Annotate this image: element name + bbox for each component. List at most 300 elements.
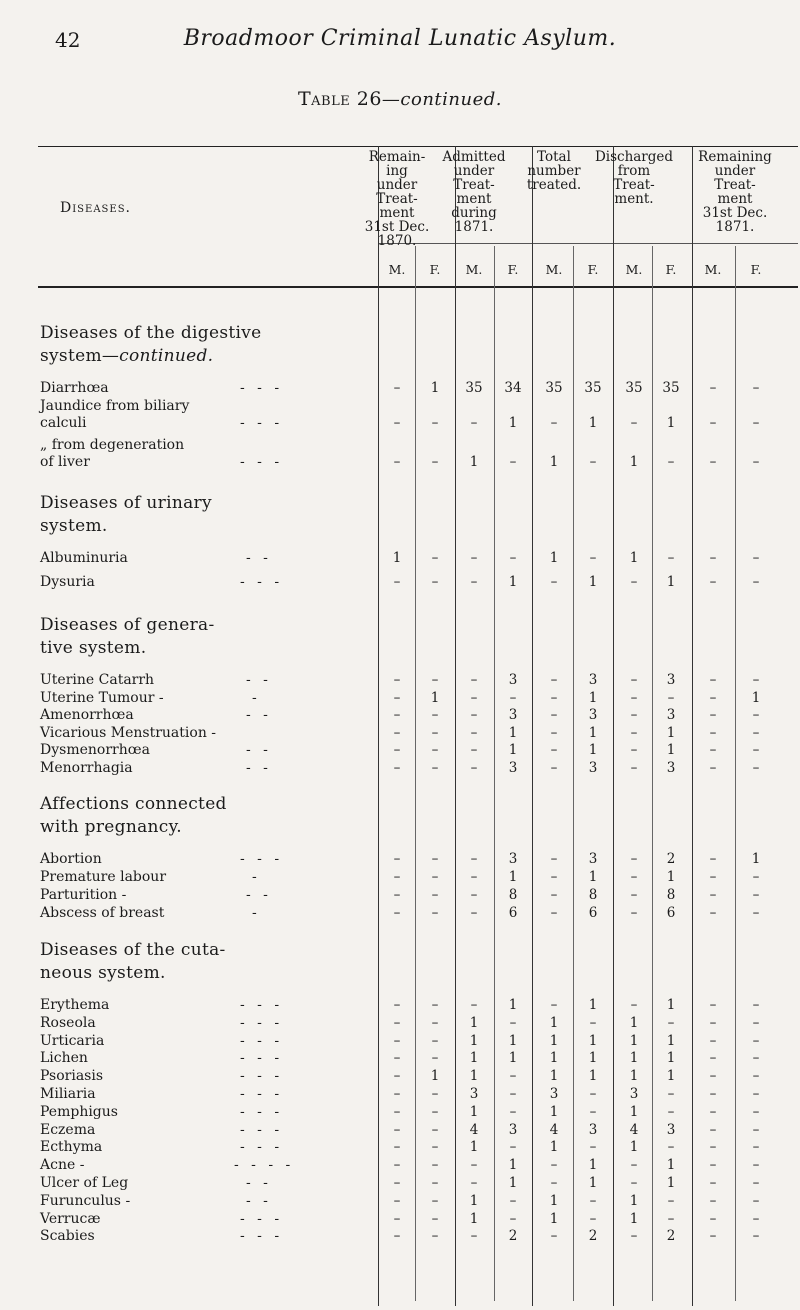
table-cell: –: [709, 415, 717, 431]
table-cell: –: [709, 869, 717, 885]
table-cell: 1: [508, 997, 518, 1013]
column-group-header: [432, 150, 516, 234]
table-cell: 2: [666, 1228, 676, 1245]
disease-name: [40, 725, 216, 742]
column-header-line: ment.: [614, 191, 654, 207]
table-cell: –: [431, 1014, 439, 1031]
disease-name: [40, 887, 126, 904]
table-cell: –: [752, 1157, 760, 1174]
table-cell: 1: [588, 689, 598, 706]
table-cell: –: [393, 887, 401, 903]
table-cell: –: [589, 1086, 597, 1102]
disease-name-line: Menorrhagia: [40, 759, 133, 776]
table-cell: 1: [469, 1103, 479, 1120]
table-cell: –: [709, 707, 717, 723]
table-cell: –: [752, 1210, 760, 1227]
table-cell: –: [550, 689, 558, 706]
table-cell: –: [470, 1157, 478, 1174]
table-cell: –: [431, 1192, 439, 1209]
table-cell: 1: [508, 742, 518, 758]
table-cell: 1: [549, 1032, 559, 1049]
leader-dots: - - -: [240, 1121, 284, 1138]
table-cell: 1: [588, 997, 598, 1013]
table-cell: –: [630, 574, 638, 590]
leader-dots: - -: [246, 672, 272, 688]
disease-name: [40, 1175, 128, 1192]
column-line: [494, 246, 495, 1301]
table-cell: –: [393, 742, 401, 758]
table-cell: –: [393, 759, 401, 776]
table-cell: –: [431, 1121, 439, 1138]
table-cell: 2: [588, 1228, 598, 1245]
section-heading-text: Diseases of the digestive: [40, 323, 262, 343]
column-group-header: [693, 150, 777, 234]
table-cell: –: [393, 724, 401, 741]
leader-dots: - - -: [240, 1210, 284, 1227]
table-cell: –: [393, 905, 401, 921]
disease-name: [40, 1033, 104, 1050]
disease-name-line: Verrucæ: [40, 1210, 101, 1227]
table-cell: –: [509, 1103, 517, 1120]
table-title: [0, 88, 800, 110]
disease-name-line: Furunculus -: [40, 1192, 131, 1209]
table-cell: –: [509, 689, 517, 706]
table-cell: –: [470, 415, 478, 431]
disease-name-line: Scabies: [40, 1228, 95, 1245]
table-cell: 1: [549, 550, 559, 566]
leader-dots: -: [252, 689, 261, 706]
table-cell: –: [393, 1157, 401, 1174]
table-cell: 8: [588, 887, 598, 903]
header-divider-rule: [38, 286, 798, 288]
table-cell: –: [630, 851, 638, 867]
table-cell: 1: [588, 1157, 598, 1174]
table-cell: –: [709, 1103, 717, 1120]
table-cell: –: [630, 1228, 638, 1245]
table-cell: –: [630, 905, 638, 921]
table-cell: –: [752, 1175, 760, 1191]
table-cell: –: [589, 1103, 597, 1120]
table-cell: 1: [549, 1068, 559, 1085]
table-cell: 1: [508, 574, 518, 590]
table-cell: 1: [469, 454, 479, 470]
table-cell: –: [470, 574, 478, 590]
table-cell: –: [667, 1014, 675, 1031]
table-cell: 1: [508, 724, 518, 741]
table-cell: –: [431, 997, 439, 1013]
table-cell: 4: [469, 1121, 479, 1138]
table-cell: 35: [545, 380, 563, 396]
table-cell: 1: [629, 1050, 639, 1067]
disease-name-line: Parturition -: [40, 887, 127, 903]
disease-name: [40, 997, 109, 1014]
table-title-suffix: —continued.: [381, 89, 503, 110]
table-cell: –: [630, 869, 638, 885]
table-cell: 1: [666, 1032, 676, 1049]
disease-name: [40, 707, 134, 724]
table-cell: 6: [588, 905, 598, 921]
leader-dots: - - -: [240, 454, 284, 470]
column-line: [735, 246, 736, 1301]
table-cell: 1: [549, 1050, 559, 1067]
column-group-header: [512, 150, 596, 192]
table-cell: –: [470, 851, 478, 867]
running-title: Broadmoor Criminal Lunatic Asylum.: [183, 26, 617, 51]
table-cell: –: [630, 887, 638, 903]
table-cell: 3: [508, 672, 518, 688]
table-title-label: Table 26: [297, 88, 382, 110]
section-heading-text: Diseases of the cuta-: [40, 940, 226, 960]
table-cell: –: [589, 1192, 597, 1209]
table-cell: –: [752, 672, 760, 688]
leader-dots: - -: [246, 742, 272, 758]
table-cell: –: [550, 724, 558, 741]
disease-name-line: „ from degeneration: [40, 437, 185, 453]
table-cell: 1: [549, 1103, 559, 1120]
table-cell: –: [667, 1139, 675, 1156]
table-cell: 2: [666, 851, 676, 867]
table-cell: 1: [469, 1032, 479, 1049]
table-cell: –: [470, 905, 478, 921]
section-heading-text: neous system.: [40, 963, 166, 983]
column-header-line: during: [451, 205, 497, 221]
column-header-line: 1871.: [454, 219, 494, 235]
table-cell: 3: [508, 851, 518, 867]
disease-name: [40, 574, 95, 591]
disease-name-line: Abortion: [40, 851, 102, 867]
table-cell: 1: [666, 1157, 676, 1174]
diseases-header: Diseases.: [60, 200, 131, 216]
table-cell: 1: [588, 1032, 598, 1049]
table-cell: –: [431, 672, 439, 688]
disease-name-line: Abscess of breast: [40, 905, 165, 921]
column-line: [532, 146, 533, 1306]
male-subheader: M.: [545, 262, 563, 277]
table-cell: 3: [508, 1121, 518, 1138]
table-cell: 1: [588, 574, 598, 590]
table-cell: 3: [588, 851, 598, 867]
disease-name: [40, 851, 102, 868]
table-cell: 4: [549, 1121, 559, 1138]
disease-name-line: Albuminuria: [40, 550, 128, 566]
table-cell: 3: [588, 672, 598, 688]
table-cell: 1: [629, 550, 639, 566]
table-cell: –: [709, 742, 717, 758]
disease-name-line: Miliaria: [40, 1086, 96, 1102]
table-cell: 1: [666, 742, 676, 758]
table-cell: –: [752, 905, 760, 921]
table-cell: –: [667, 689, 675, 706]
table-cell: –: [550, 759, 558, 776]
table-cell: –: [393, 1050, 401, 1067]
leader-dots: - - -: [240, 997, 284, 1013]
table-cell: –: [431, 1157, 439, 1174]
female-subheader: F.: [507, 262, 519, 277]
table-cell: 1: [469, 1068, 479, 1085]
disease-name-line: Dysmenorrhœa: [40, 742, 150, 758]
table-cell: –: [550, 1228, 558, 1245]
table-cell: –: [509, 550, 517, 566]
leader-dots: - - -: [240, 1086, 284, 1102]
column-header-line: ment: [379, 205, 415, 221]
column-header-line: Treat-: [376, 191, 418, 207]
female-subheader: F.: [750, 262, 762, 277]
table-cell: –: [431, 759, 439, 776]
female-subheader: F.: [665, 262, 677, 277]
disease-name: [40, 1157, 84, 1174]
table-cell: –: [752, 869, 760, 885]
table-cell: 3: [508, 707, 518, 723]
section-heading-line: [40, 614, 215, 637]
table-cell: –: [709, 1228, 717, 1245]
table-cell: –: [709, 1068, 717, 1085]
table-cell: –: [752, 415, 760, 431]
disease-name: [40, 760, 133, 777]
table-cell: 35: [465, 380, 483, 396]
table-cell: –: [709, 1192, 717, 1209]
leader-dots: - - -: [240, 1103, 284, 1120]
table-cell: –: [752, 1050, 760, 1067]
section-heading-line: [40, 492, 212, 515]
table-cell: –: [630, 689, 638, 706]
table-cell: 1: [629, 1192, 639, 1209]
table-cell: –: [709, 997, 717, 1013]
table-cell: 1: [469, 1139, 479, 1156]
table-cell: –: [393, 1175, 401, 1191]
disease-name-line: Jaundice from biliary: [40, 398, 190, 414]
table-cell: –: [667, 1086, 675, 1102]
table-cell: –: [393, 1228, 401, 1245]
leader-dots: - - -: [240, 851, 284, 867]
section-heading-text: with pregnancy.: [40, 817, 182, 837]
leader-dots: - - -: [240, 415, 284, 431]
table-cell: 1: [666, 415, 676, 431]
table-cell: 1: [751, 851, 761, 867]
table-cell: –: [709, 380, 717, 396]
disease-name-line: Uterine Catarrh: [40, 672, 155, 688]
table-cell: 1: [508, 1157, 518, 1174]
disease-name-line: Vicarious Menstruation -: [40, 724, 217, 741]
table-cell: 1: [629, 1014, 639, 1031]
leader-dots: -: [252, 905, 261, 921]
table-cell: 1: [508, 1032, 518, 1049]
column-header-line: Treat-: [613, 177, 655, 193]
disease-name: [40, 1050, 88, 1067]
table-cell: 35: [625, 380, 643, 396]
table-cell: 1: [629, 1068, 639, 1085]
table-cell: –: [509, 1086, 517, 1102]
disease-name: [40, 1086, 96, 1103]
table-cell: –: [470, 997, 478, 1013]
section-heading-line: [40, 322, 262, 345]
disease-name-line: Amenorrhœa: [40, 707, 134, 723]
column-header-line: Remain-: [368, 149, 426, 165]
table-cell: 1: [666, 869, 676, 885]
table-cell: –: [393, 869, 401, 885]
section-heading: [40, 492, 212, 538]
table-cell: 1: [629, 454, 639, 470]
table-cell: 1: [549, 1014, 559, 1031]
table-cell: –: [550, 851, 558, 867]
section-heading-line: [40, 793, 227, 816]
table-cell: 1: [469, 1050, 479, 1067]
table-cell: –: [630, 1175, 638, 1191]
column-header-line: Treat-: [714, 177, 756, 193]
disease-name-line: Dysuria: [40, 574, 95, 590]
table-cell: –: [393, 997, 401, 1013]
column-header-line: Discharged: [594, 149, 674, 165]
disease-name-line: Pemphigus: [40, 1103, 118, 1120]
table-cell: –: [509, 1139, 517, 1156]
male-subheader: M.: [388, 262, 406, 277]
table-cell: –: [630, 759, 638, 776]
table-cell: 1: [549, 1192, 559, 1209]
table-cell: –: [393, 1086, 401, 1102]
leader-dots: -: [252, 869, 261, 885]
column-header-line: ment: [717, 191, 753, 207]
table-cell: 6: [666, 905, 676, 921]
table-cell: –: [589, 1139, 597, 1156]
table-cell: –: [431, 454, 439, 470]
table-cell: –: [470, 689, 478, 706]
table-cell: 1: [666, 1068, 676, 1085]
column-group-header: [355, 150, 439, 248]
section-heading-line: [40, 637, 215, 660]
table-cell: –: [667, 1103, 675, 1120]
table-cell: –: [393, 1210, 401, 1227]
leader-dots: - - -: [240, 1032, 284, 1049]
table-cell: 1: [588, 724, 598, 741]
table-cell: –: [470, 869, 478, 885]
table-cell: –: [752, 1192, 760, 1209]
table-cell: –: [431, 1139, 439, 1156]
table-cell: 1: [549, 1139, 559, 1156]
table-cell: –: [630, 415, 638, 431]
table-cell: 1: [629, 1103, 639, 1120]
leader-dots: - -: [246, 707, 272, 723]
table-cell: 1: [588, 1050, 598, 1067]
table-cell: –: [393, 415, 401, 431]
disease-name-line: Uterine Tumour -: [40, 689, 164, 706]
column-line: [692, 146, 693, 1306]
table-cell: –: [550, 887, 558, 903]
table-cell: –: [509, 1210, 517, 1227]
table-cell: –: [550, 672, 558, 688]
disease-name-line: of liver: [40, 454, 90, 470]
table-cell: 1: [588, 1068, 598, 1085]
column-group-header: [592, 150, 676, 206]
table-cell: –: [752, 724, 760, 741]
table-cell: 1: [508, 1175, 518, 1191]
table-cell: –: [752, 887, 760, 903]
table-cell: –: [709, 1086, 717, 1102]
table-cell: 1: [392, 550, 402, 566]
table-cell: 4: [629, 1121, 639, 1138]
leader-dots: - - -: [240, 574, 284, 590]
disease-name: [40, 1193, 130, 1210]
table-cell: –: [431, 415, 439, 431]
leader-dots: - - -: [240, 1068, 284, 1085]
section-heading: [40, 614, 215, 660]
table-cell: –: [431, 851, 439, 867]
table-cell: –: [431, 1103, 439, 1120]
disease-name: [40, 1211, 101, 1228]
table-cell: –: [709, 550, 717, 566]
column-header-line: from: [617, 163, 651, 179]
disease-name: [40, 1122, 95, 1139]
table-cell: 1: [666, 1175, 676, 1191]
table-cell: –: [752, 707, 760, 723]
column-header-line: 1871.: [715, 219, 755, 235]
table-cell: –: [470, 742, 478, 758]
table-cell: –: [752, 380, 760, 396]
section-heading-text: Diseases of urinary: [40, 493, 212, 513]
column-line: [455, 146, 456, 1306]
disease-name-line: Erythema: [40, 997, 110, 1013]
table-cell: 34: [504, 380, 522, 396]
female-subheader: F.: [429, 262, 441, 277]
disease-name: [40, 437, 184, 471]
table-cell: 8: [666, 887, 676, 903]
table-cell: –: [752, 742, 760, 758]
disease-name: [40, 1015, 96, 1032]
table-cell: –: [431, 742, 439, 758]
table-cell: –: [470, 759, 478, 776]
table-cell: –: [470, 707, 478, 723]
table-cell: 3: [666, 672, 676, 688]
table-cell: 1: [549, 454, 559, 470]
table-cell: –: [431, 574, 439, 590]
table-cell: 1: [469, 1192, 479, 1209]
disease-name-line: Urticaria: [40, 1032, 105, 1049]
table-cell: –: [393, 574, 401, 590]
disease-name: [40, 380, 109, 397]
table-cell: 3: [508, 759, 518, 776]
table-cell: –: [550, 707, 558, 723]
disease-name-line: Psoriasis: [40, 1068, 104, 1085]
table-cell: –: [752, 759, 760, 776]
table-cell: –: [431, 1032, 439, 1049]
table-cell: 35: [584, 380, 602, 396]
table-cell: 1: [666, 724, 676, 741]
table-cell: –: [630, 724, 638, 741]
table-cell: –: [550, 1157, 558, 1174]
table-cell: –: [709, 724, 717, 741]
leader-dots: - - -: [240, 1228, 284, 1245]
disease-name-line: Premature labour: [40, 869, 167, 885]
table-cell: –: [470, 550, 478, 566]
table-cell: –: [630, 997, 638, 1013]
table-cell: –: [709, 1032, 717, 1049]
table-cell: 3: [666, 759, 676, 776]
section-heading-line: [40, 962, 226, 985]
table-cell: –: [550, 869, 558, 885]
table-cell: –: [393, 707, 401, 723]
section-heading-italic: continued.: [119, 346, 214, 366]
table-cell: –: [393, 454, 401, 470]
table-cell: –: [393, 1032, 401, 1049]
leader-dots: - - - -: [234, 1157, 295, 1174]
table-cell: –: [709, 1050, 717, 1067]
table-cell: 1: [469, 1210, 479, 1227]
disease-name: [40, 905, 164, 922]
disease-name-line: Eczema: [40, 1121, 96, 1138]
table-cell: –: [431, 1086, 439, 1102]
section-heading-line: [40, 939, 226, 962]
table-cell: –: [393, 1103, 401, 1120]
table-cell: 1: [666, 997, 676, 1013]
disease-name: [40, 869, 166, 886]
